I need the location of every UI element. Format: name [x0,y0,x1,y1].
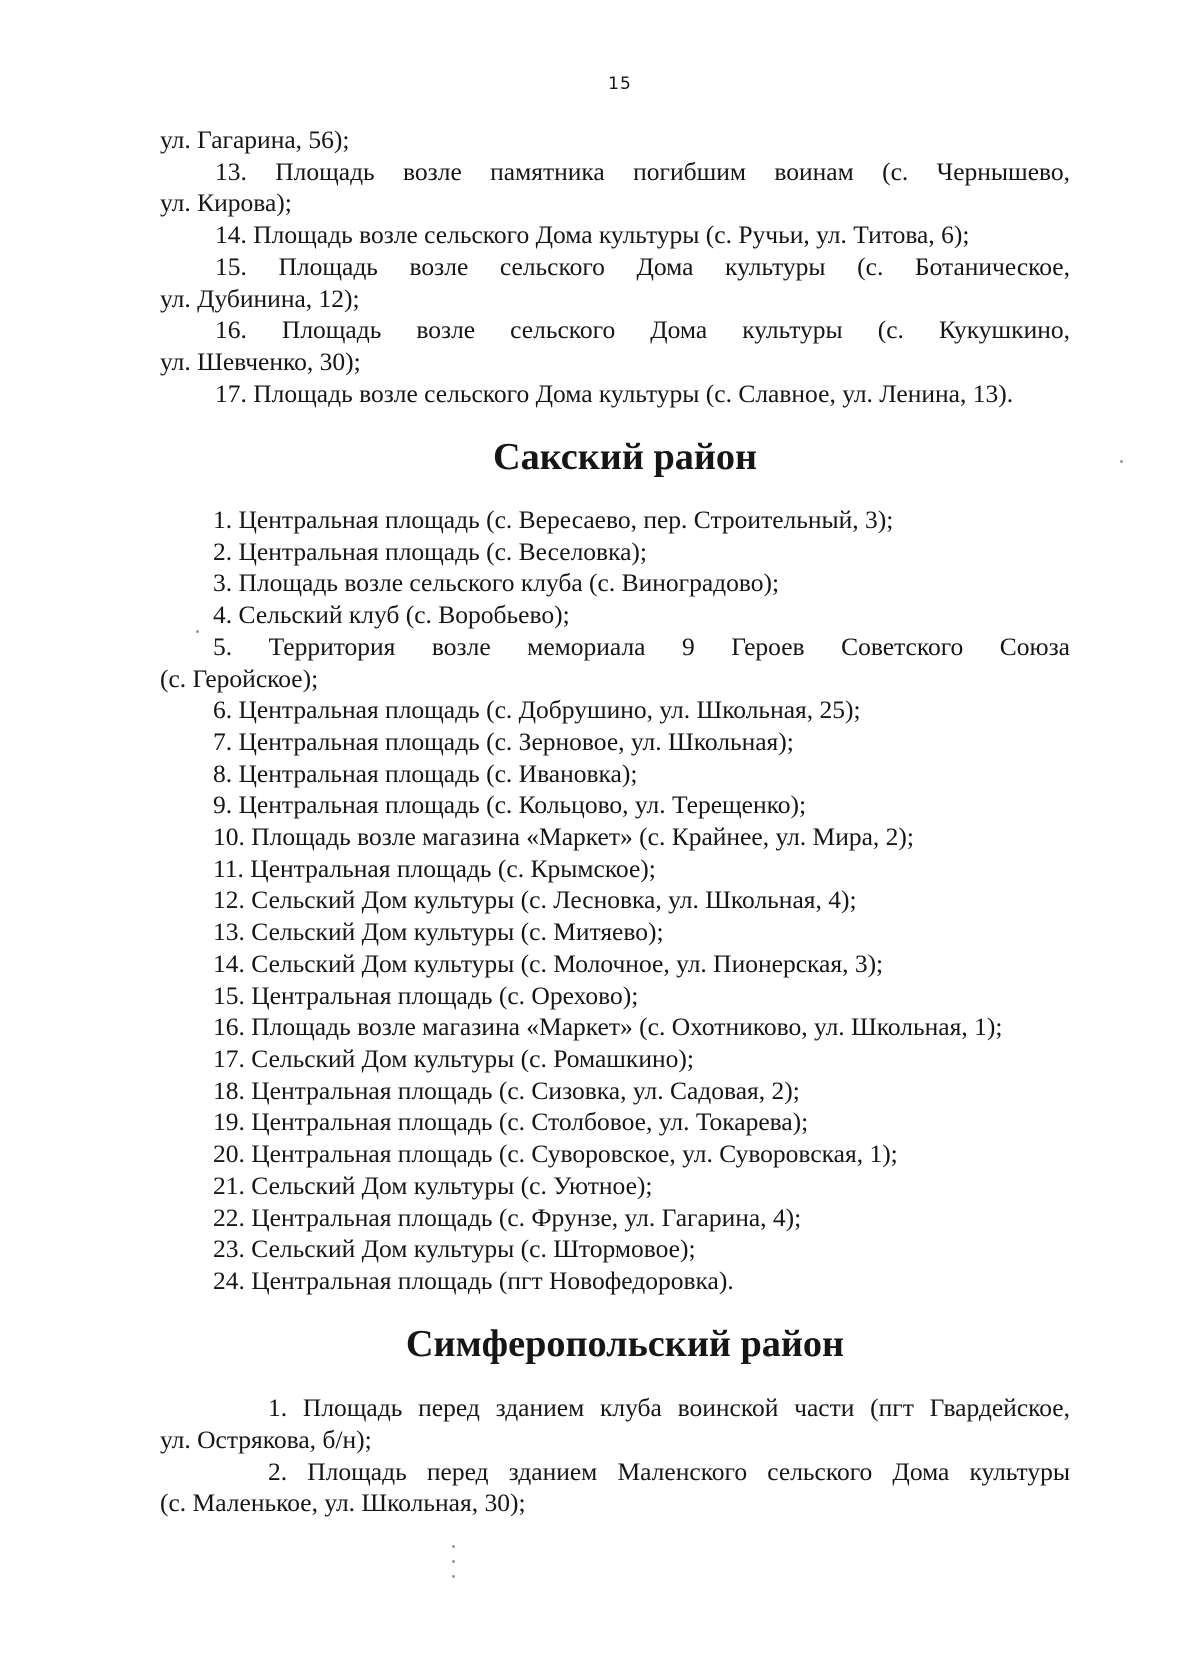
page-number: 15 [608,74,632,94]
list-item: 22. Центральная площадь (с. Фрунзе, ул. Гагарина, 4); [213,1202,802,1232]
list-item: 7. Центральная площадь (с. Зерновое, ул. Школьная); [213,726,794,756]
scan-speck [452,1560,455,1563]
list-item: 18. Центральная площадь (с. Сизовка, ул. Садовая, 2); [213,1075,800,1105]
list-item: 15. Площадь возле сельского Дома культуры (с. Ботаническое, ул. Дубинина, 12); [160,251,1070,313]
list-item: 16. Площадь возле сельского Дома культуры (с. Кукушкино, ул. Шевченко, 30); [160,315,1070,376]
scan-speck [452,1545,455,1548]
list-item: 14. Сельский Дом культуры (с. Молочное, ул. Пионерская, 3); [213,948,884,978]
list-item: 12. Сельский Дом культуры (с. Лесновка, ул. Школьная, 4); [213,885,857,915]
list-item: 3. Площадь возле сельского клуба (с. Виноградово); [213,568,780,598]
scan-speck [452,1575,455,1578]
scan-speck [196,630,199,633]
list-item: 13. Сельский Дом культуры (с. Митяево); [213,917,664,947]
list-item: 15. Центральная площадь (с. Орехово); [213,980,639,1010]
list-item: 19. Центральная площадь (с. Столбовое, ул. Токарева); [213,1107,809,1137]
list-item: 6. Центральная площадь (с. Добрушино, ул. Школьная, 25); [213,695,861,725]
section-heading-simferopol: Симферопольский район [405,1322,845,1365]
list-item: 10. Площадь возле магазина «Маркет» (с. Крайнее, ул. Мира, 2); [213,822,915,852]
document-body [160,124,1070,1519]
list-item: 5. Территория возле мемориала 9 Героев Советского Союза (с. Геройское); [160,631,1070,693]
list-item: 13. Площадь возле памятника погибшим воинам (с. Чернышево, ул. Кирова); [160,156,1070,218]
list-item: 17. Площадь возле сельского Дома культуры (с. Славное, ул. Ленина, 13). [215,378,1014,408]
list-item: 16. Площадь возле магазина «Маркет» (с. Охотниково, ул. Школьная, 1); [213,1012,1003,1042]
list-item: 11. Центральная площадь (с. Крымское); [213,853,656,883]
list-item: 2. Площадь перед зданием Маленского сельского Дома культуры (с. Маленькое, ул. Школьная, 30); [160,1456,1070,1518]
list-item: 17. Сельский Дом культуры (с. Ромашкино); [213,1043,694,1073]
list-item: 2. Центральная площадь (с. Веселовка); [213,536,647,566]
list-item: 21. Сельский Дом культуры (с. Уютное); [213,1170,653,1200]
list-item: 1. Центральная площадь (с. Вересаево, пер. Строительный, 3); [213,505,894,535]
list-item: 23. Сельский Дом культуры (с. Штормовое); [213,1234,696,1264]
list-item: 8. Центральная площадь (с. Ивановка); [213,758,638,788]
scan-speck [1120,460,1123,463]
list-item: 9. Центральная площадь (с. Кольцово, ул. Терещенко); [213,790,807,820]
list-item: 4. Сельский клуб (с. Воробьево); [213,600,570,630]
list-item: 24. Центральная площадь (пгт Новофедоровка). [213,1265,734,1295]
list-item: 14. Площадь возле сельского Дома культуры (с. Ручьи, ул. Титова, 6); [215,220,970,250]
continuation-line: ул. Гагарина, 56); [160,125,350,154]
section-heading-saki: Сакский район [492,436,758,479]
top-list [160,156,1070,410]
saki-list [160,504,1070,1297]
list-item: 20. Центральная площадь (с. Суворовское, ул. Суворовская, 1); [213,1139,898,1169]
list-item: 1. Площадь перед зданием клуба воинской части (пгт Гвардейское, ул. Острякова, б/н); [160,1393,1070,1455]
simferopol-list [160,1392,1070,1519]
